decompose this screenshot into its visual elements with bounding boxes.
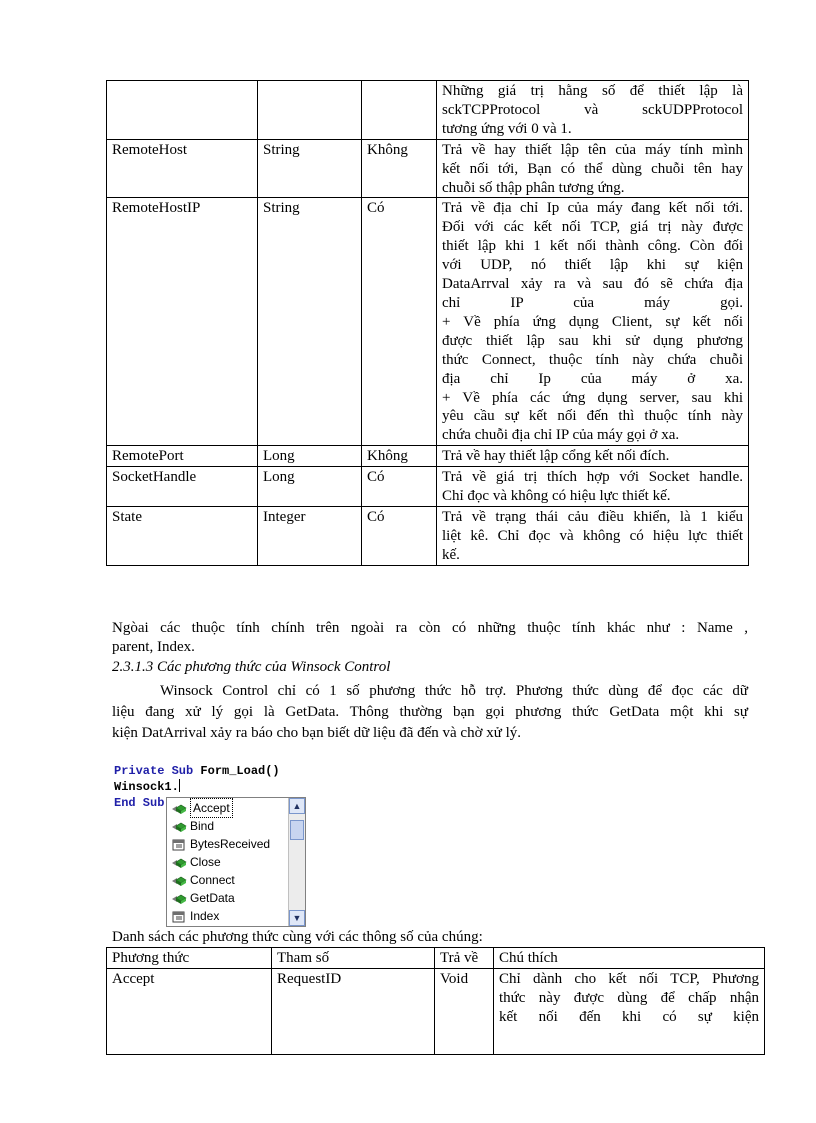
description-line: chứa chuỗi địa chỉ IP của máy gọi ở xa. <box>442 427 680 444</box>
table-row <box>107 198 749 446</box>
description-line: chuỗi số thập phân tương ứng. <box>442 179 625 196</box>
description-line: Trả về giá trị thích hợp với Socket handle. <box>442 469 743 486</box>
autocomplete-item-label: GetData <box>190 891 235 905</box>
table-row <box>107 446 749 467</box>
description-line: địa chỉ Ip của máy ở xa. <box>442 370 743 387</box>
scroll-down-button[interactable]: ▼ <box>289 910 305 926</box>
table-cell-description <box>437 139 749 198</box>
description-line: kết nối tới, Bạn có thể dùng chuỗi tên hay <box>442 160 743 177</box>
code-text: Form_Load() <box>193 764 280 778</box>
paragraph-line: Winsock Control chỉ có 1 số phương thức hỗ trợ. Phương thức dùng để đọc các dữ <box>160 683 748 699</box>
table-cell-returns: Void <box>435 968 494 1054</box>
table-cell-description <box>437 81 749 140</box>
autocomplete-item-label: Index <box>190 909 220 923</box>
note-line: kết nối đến khi có sự kiện <box>499 1008 759 1025</box>
autocomplete-item-label: Close <box>190 855 221 869</box>
table-cell-name <box>107 81 258 140</box>
table-cell-description <box>437 198 749 446</box>
table-cell-note <box>494 968 765 1054</box>
note-line: thức này được dùng để chấp nhận <box>499 989 759 1006</box>
table-cell-readonly: Có <box>362 198 437 446</box>
description-line: tương ứng với 0 và 1. <box>442 120 572 137</box>
description-line: với UDP, nó thiết lập khi sự kiện <box>442 257 743 274</box>
method-icon <box>171 856 187 868</box>
table-cell-readonly: Có <box>362 506 437 565</box>
paragraph-methods-list: Danh sách các phương thức cùng với các thông số của chúng: <box>112 929 483 945</box>
table-row <box>107 81 749 140</box>
description-line: Trả về địa chỉ Ip của máy đang kết nối tới. <box>442 200 743 217</box>
table-header-row <box>107 948 765 969</box>
table-cell-type: Long <box>258 446 362 467</box>
table-cell-param: RequestID <box>272 968 435 1054</box>
autocomplete-item-label: Accept <box>190 798 233 818</box>
autocomplete-item-label: Bind <box>190 819 215 833</box>
description-line: thức Connect, thuộc tính này chứa chuỗi <box>442 351 743 368</box>
section-heading: 2.3.1.3 Các phương thức của Winsock Control <box>112 659 391 675</box>
code-line[interactable] <box>114 779 314 795</box>
autocomplete-item-label: Connect <box>190 873 235 887</box>
method-icon <box>171 802 187 814</box>
table-row <box>107 506 749 565</box>
description-line: được thiết lập sau khi sử dụng phương <box>442 332 743 349</box>
table-cell-name: SocketHandle <box>107 467 258 507</box>
scroll-thumb[interactable] <box>290 820 304 840</box>
code-keyword: End Sub <box>114 796 165 810</box>
methods-table <box>106 947 765 1055</box>
description-line: Đối với các kết nối TCP, giá trị này được <box>442 219 743 236</box>
method-icon <box>171 820 187 832</box>
code-text: Winsock1. <box>114 780 179 794</box>
autocomplete-list[interactable] <box>166 797 306 927</box>
paragraph-methods-intro <box>112 682 748 743</box>
description-line: Trả về trạng thái cảu điều khiển, là 1 kiểu <box>442 508 743 525</box>
table-cell-readonly: Có <box>362 467 437 507</box>
table-row <box>107 139 749 198</box>
description-line: liệt kê. Chỉ đọc và không có hiệu lực thiết <box>442 527 743 544</box>
property-icon <box>171 838 187 850</box>
code-line <box>114 763 314 779</box>
note-line: Chỉ dành cho kết nối TCP, Phương <box>499 970 759 987</box>
table-cell-name: State <box>107 506 258 565</box>
table-cell-name: RemoteHostIP <box>107 198 258 446</box>
scrollbar[interactable] <box>288 798 305 926</box>
table-header-cell: Chú thích <box>494 948 765 969</box>
table-cell-description <box>437 506 749 565</box>
table-row <box>107 467 749 507</box>
description-line: Chỉ đọc và không có hiệu lực thiết kế. <box>442 488 671 505</box>
description-line: Trả về hay thiết lập tên của máy tính mình <box>442 141 743 158</box>
method-icon <box>171 892 187 904</box>
code-keyword: Private Sub <box>114 764 194 778</box>
code-editor-screenshot <box>114 763 314 928</box>
table-cell-description <box>437 467 749 507</box>
text-cursor <box>179 779 180 792</box>
table-header-cell: Phương thức <box>107 948 272 969</box>
table-cell-type: Integer <box>258 506 362 565</box>
paragraph-line: liệu đang xử lý gọi là GetData. Thông thường bạn gọi phương thức GetData một khi sự <box>112 704 748 720</box>
description-line: Trả về hay thiết lập cổng kết nối đích. <box>442 448 670 465</box>
property-icon <box>171 910 187 922</box>
autocomplete-item[interactable] <box>167 799 288 817</box>
autocomplete-item[interactable] <box>167 889 288 907</box>
description-line: DataArrval xảy ra và sau đó sẽ chứa địa <box>442 276 743 293</box>
table-cell-name: RemoteHost <box>107 139 258 198</box>
table-cell-type <box>258 81 362 140</box>
table-cell-type: String <box>258 139 362 198</box>
scroll-up-button[interactable]: ▲ <box>289 798 305 814</box>
table-cell-readonly <box>362 81 437 140</box>
description-line: + Về phía ứng dụng Client, sự kết nối <box>442 313 743 330</box>
paragraph-other-properties <box>112 619 748 657</box>
table-cell-type: Long <box>258 467 362 507</box>
description-line: thiết lập khi 1 kết nối thành công. Còn đối <box>442 238 743 255</box>
autocomplete-item[interactable] <box>167 907 288 925</box>
autocomplete-item-label: BytesReceived <box>190 837 271 851</box>
autocomplete-item[interactable] <box>167 817 288 835</box>
properties-table <box>106 80 749 566</box>
table-cell-method: Accept <box>107 968 272 1054</box>
description-line: yêu cầu sự kết nối đến thì thuộc tính này <box>442 408 743 425</box>
table-cell-description <box>437 446 749 467</box>
description-line: chỉ IP của máy gọi. <box>442 294 743 311</box>
table-header-cell: Tham số <box>272 948 435 969</box>
paragraph-line: Ngòai các thuộc tính chính trên ngoài ra còn có những thuộc tính khác như : Name , <box>112 620 748 636</box>
table-cell-name: RemotePort <box>107 446 258 467</box>
table-cell-readonly: Không <box>362 139 437 198</box>
table-row <box>107 968 765 1054</box>
description-line: kế. <box>442 546 460 563</box>
table-header-cell: Trả về <box>435 948 494 969</box>
autocomplete-item[interactable] <box>167 835 288 853</box>
method-icon <box>171 874 187 886</box>
paragraph-line: kiện DatArrival xảy ra báo cho bạn biết dữ liệu đã đến và chờ xử lý. <box>112 725 522 741</box>
paragraph-line: parent, Index. <box>112 639 195 655</box>
description-line: Những giá trị hằng số để thiết lập là <box>442 83 743 99</box>
autocomplete-item[interactable] <box>167 871 288 889</box>
autocomplete-item[interactable] <box>167 853 288 871</box>
table-cell-readonly: Không <box>362 446 437 467</box>
table-cell-type: String <box>258 198 362 446</box>
description-line: sckTCPProtocol và sckUDPProtocol <box>442 101 743 118</box>
description-line: + Về phía các ứng dụng server, sau khi <box>442 389 743 406</box>
